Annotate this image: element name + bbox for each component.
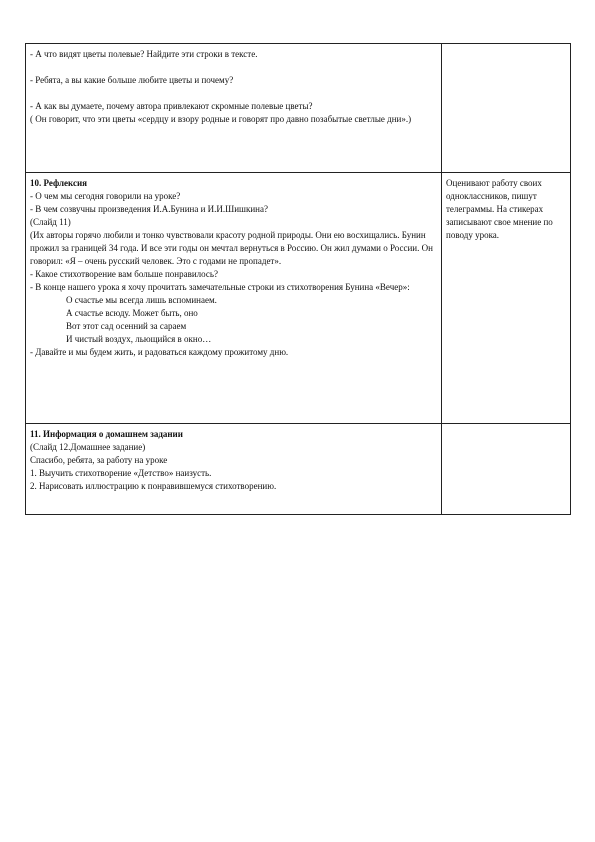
table-row-discussion xyxy=(26,44,571,173)
homework-task-1: 1. Выучить стихотворение «Детство» наизусть. xyxy=(30,468,212,478)
poem-line: А счастье всюду. Может быть, оно xyxy=(66,308,198,318)
homework-heading: 11. Информация о домашнем задании xyxy=(30,429,183,439)
poem-line: О счастье мы всегда лишь вспоминаем. xyxy=(66,295,217,305)
table-row-homework xyxy=(26,424,571,515)
reflection-line-2: - В чем созвучны произведения И.А.Бунина и И.И.Шишкина? xyxy=(30,204,268,214)
poem-line: Вот этот сад осенний за сараем xyxy=(66,321,187,331)
reflection-slide-ref: (Слайд 11) xyxy=(30,217,71,227)
discussion-side-cell xyxy=(442,44,571,173)
table-row-reflection xyxy=(26,173,571,424)
poem-line: И чистый воздух, льющийся в окно… xyxy=(66,334,212,344)
lesson-plan-table xyxy=(25,43,571,515)
homework-side-cell xyxy=(442,424,571,515)
discussion-main-cell xyxy=(26,44,442,173)
reflection-heading: 10. Рефлексия xyxy=(30,178,88,188)
homework-slide-ref: (Слайд 12.Домашнее задание) xyxy=(30,442,146,452)
discussion-question-1: - А что видят цветы полевые? Найдите эти строки в тексте. xyxy=(30,49,258,59)
reflection-paragraph: (Их авторы горячо любили и тонко чувствовали красоту родной природы. Они ею восхищались. Бунин прожил за границей 34 года. И все эти годы он мечтал вернуться в Россию. Он жил думами о России. Он говорил: «Я – очень русский человек. Это с годами не пропадет». xyxy=(30,230,433,266)
homework-task-2: 2. Нарисовать иллюстрацию к понравившемуся стихотворению. xyxy=(30,481,277,491)
reflection-line-1: - О чем мы сегодня говорили на уроке? xyxy=(30,191,181,201)
reflection-closing: - Давайте и мы будем жить, и радоваться каждому прожитому дню. xyxy=(30,347,289,357)
homework-main-cell xyxy=(26,424,442,515)
poem-block xyxy=(30,294,437,346)
discussion-question-2: - Ребята, а вы какие больше любите цветы и почему? xyxy=(30,75,234,85)
reflection-main-cell xyxy=(26,173,442,424)
reflection-side-cell: Оценивают работу своих одноклассников, пишут телеграммы. На стикерах записывают свое мнение по поводу урока. xyxy=(442,173,571,424)
homework-thanks: Спасибо, ребята, за работу на уроке xyxy=(30,455,168,465)
discussion-question-3: - А как вы думаете, почему автора привлекают скромные полевые цветы? xyxy=(30,101,313,111)
discussion-answer: ( Он говорит, что эти цветы «сердцу и взору родные и говорят про давно позабытые светлые дни».) xyxy=(30,114,412,124)
reflection-line-5: - В конце нашего урока я хочу прочитать замечательные строки из стихотворения Бунина «Вечер»: xyxy=(30,282,410,292)
reflection-line-4: - Какое стихотворение вам больше понравилось? xyxy=(30,269,218,279)
